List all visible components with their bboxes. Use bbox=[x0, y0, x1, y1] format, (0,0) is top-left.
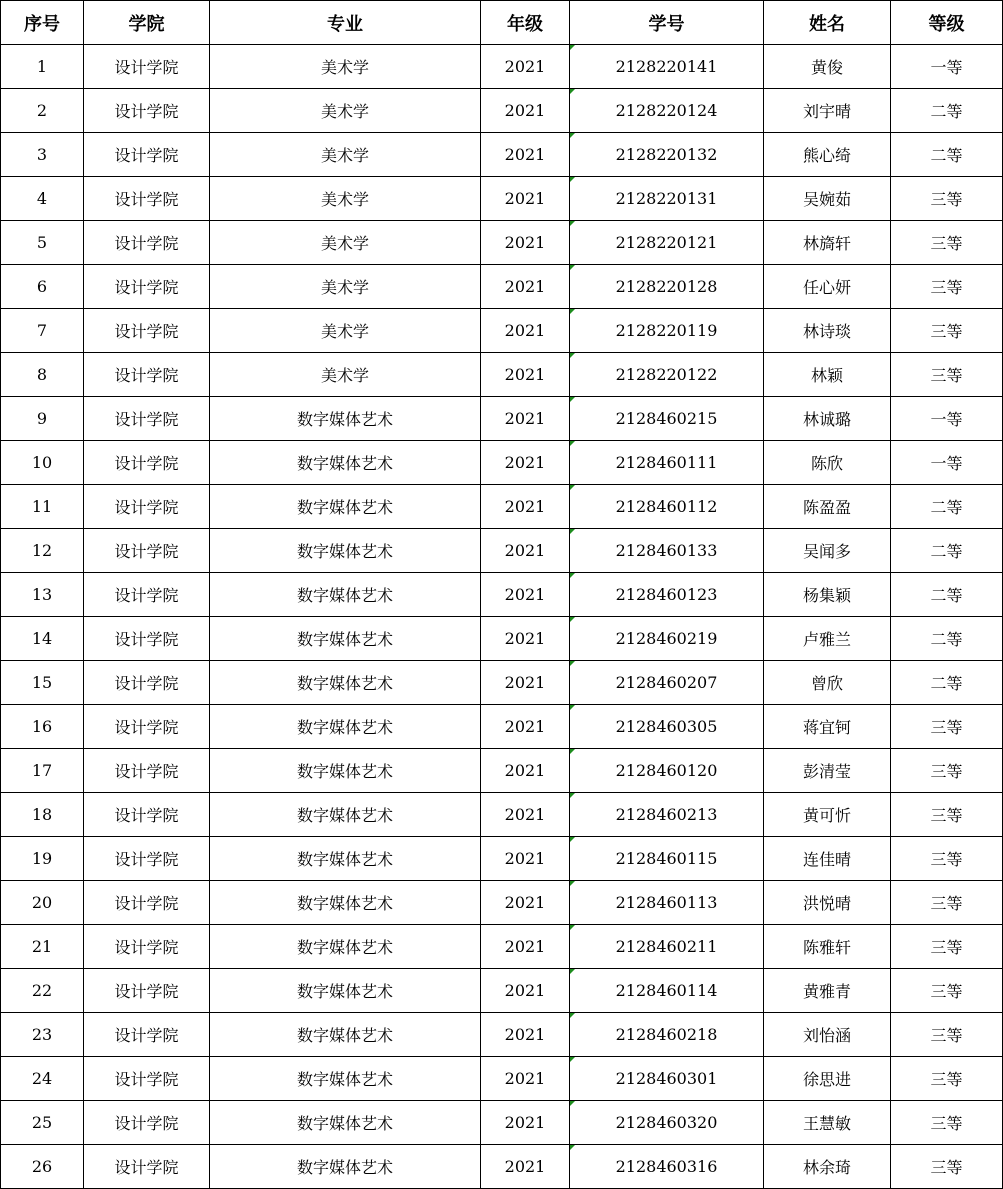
cell-index: 25 bbox=[1, 1101, 84, 1145]
cell-grade: 2021 bbox=[481, 1101, 570, 1145]
cell-level: 三等 bbox=[891, 221, 1003, 265]
cell-name: 曾欣 bbox=[764, 661, 891, 705]
cell-index: 6 bbox=[1, 265, 84, 309]
cell-college: 设计学院 bbox=[84, 177, 210, 221]
cell-student-id: 2128460305 bbox=[570, 705, 764, 749]
cell-level: 二等 bbox=[891, 133, 1003, 177]
cell-level: 一等 bbox=[891, 441, 1003, 485]
table-row bbox=[1, 89, 1003, 133]
cell-college: 设计学院 bbox=[84, 1057, 210, 1101]
cell-name: 林诚璐 bbox=[764, 397, 891, 441]
cell-college: 设计学院 bbox=[84, 529, 210, 573]
cell-level: 二等 bbox=[891, 89, 1003, 133]
cell-level: 三等 bbox=[891, 1101, 1003, 1145]
table-row bbox=[1, 485, 1003, 529]
cell-index: 24 bbox=[1, 1057, 84, 1101]
header-index: 序号 bbox=[1, 1, 84, 45]
cell-student-id: 2128460218 bbox=[570, 1013, 764, 1057]
cell-name: 卢雅兰 bbox=[764, 617, 891, 661]
cell-grade: 2021 bbox=[481, 705, 570, 749]
cell-level: 一等 bbox=[891, 45, 1003, 89]
cell-student-id: 2128220119 bbox=[570, 309, 764, 353]
cell-college: 设计学院 bbox=[84, 617, 210, 661]
cell-major: 数字媒体艺术 bbox=[210, 485, 481, 529]
header-name: 姓名 bbox=[764, 1, 891, 45]
cell-grade: 2021 bbox=[481, 793, 570, 837]
table-row bbox=[1, 177, 1003, 221]
cell-level: 二等 bbox=[891, 617, 1003, 661]
cell-major: 数字媒体艺术 bbox=[210, 837, 481, 881]
cell-level: 三等 bbox=[891, 309, 1003, 353]
cell-college: 设计学院 bbox=[84, 661, 210, 705]
cell-index: 18 bbox=[1, 793, 84, 837]
cell-college: 设计学院 bbox=[84, 309, 210, 353]
cell-student-id: 2128460113 bbox=[570, 881, 764, 925]
cell-index: 20 bbox=[1, 881, 84, 925]
cell-major: 美术学 bbox=[210, 45, 481, 89]
cell-level: 三等 bbox=[891, 1057, 1003, 1101]
cell-college: 设计学院 bbox=[84, 89, 210, 133]
cell-level: 二等 bbox=[891, 573, 1003, 617]
cell-index: 5 bbox=[1, 221, 84, 265]
cell-student-id: 2128460301 bbox=[570, 1057, 764, 1101]
cell-student-id: 2128460133 bbox=[570, 529, 764, 573]
cell-major: 数字媒体艺术 bbox=[210, 705, 481, 749]
cell-student-id: 2128220131 bbox=[570, 177, 764, 221]
cell-name: 林旖轩 bbox=[764, 221, 891, 265]
cell-college: 设计学院 bbox=[84, 749, 210, 793]
header-grade: 年级 bbox=[481, 1, 570, 45]
cell-name: 彭清莹 bbox=[764, 749, 891, 793]
cell-grade: 2021 bbox=[481, 133, 570, 177]
cell-student-id: 2128220128 bbox=[570, 265, 764, 309]
cell-name: 杨集颖 bbox=[764, 573, 891, 617]
cell-index: 21 bbox=[1, 925, 84, 969]
table-row bbox=[1, 309, 1003, 353]
cell-grade: 2021 bbox=[481, 749, 570, 793]
cell-college: 设计学院 bbox=[84, 1013, 210, 1057]
cell-level: 三等 bbox=[891, 925, 1003, 969]
cell-name: 任心妍 bbox=[764, 265, 891, 309]
cell-name: 洪悦晴 bbox=[764, 881, 891, 925]
table-row bbox=[1, 749, 1003, 793]
cell-grade: 2021 bbox=[481, 573, 570, 617]
cell-level: 三等 bbox=[891, 837, 1003, 881]
cell-grade: 2021 bbox=[481, 529, 570, 573]
cell-college: 设计学院 bbox=[84, 925, 210, 969]
header-major: 专业 bbox=[210, 1, 481, 45]
cell-name: 连佳晴 bbox=[764, 837, 891, 881]
cell-major: 数字媒体艺术 bbox=[210, 969, 481, 1013]
table-row bbox=[1, 1057, 1003, 1101]
cell-major: 数字媒体艺术 bbox=[210, 925, 481, 969]
cell-student-id: 2128460120 bbox=[570, 749, 764, 793]
cell-student-id: 2128220141 bbox=[570, 45, 764, 89]
table-row bbox=[1, 881, 1003, 925]
cell-college: 设计学院 bbox=[84, 969, 210, 1013]
cell-level: 二等 bbox=[891, 661, 1003, 705]
cell-student-id: 2128460115 bbox=[570, 837, 764, 881]
cell-college: 设计学院 bbox=[84, 881, 210, 925]
cell-index: 14 bbox=[1, 617, 84, 661]
cell-level: 三等 bbox=[891, 1145, 1003, 1189]
cell-grade: 2021 bbox=[481, 1013, 570, 1057]
table-row bbox=[1, 1145, 1003, 1189]
cell-name: 黄雅青 bbox=[764, 969, 891, 1013]
cell-major: 美术学 bbox=[210, 353, 481, 397]
cell-student-id: 2128220124 bbox=[570, 89, 764, 133]
cell-level: 三等 bbox=[891, 265, 1003, 309]
cell-major: 数字媒体艺术 bbox=[210, 881, 481, 925]
cell-college: 设计学院 bbox=[84, 221, 210, 265]
cell-index: 1 bbox=[1, 45, 84, 89]
cell-college: 设计学院 bbox=[84, 837, 210, 881]
cell-index: 19 bbox=[1, 837, 84, 881]
cell-index: 23 bbox=[1, 1013, 84, 1057]
cell-college: 设计学院 bbox=[84, 45, 210, 89]
cell-level: 三等 bbox=[891, 749, 1003, 793]
cell-index: 26 bbox=[1, 1145, 84, 1189]
cell-major: 数字媒体艺术 bbox=[210, 793, 481, 837]
cell-college: 设计学院 bbox=[84, 265, 210, 309]
cell-major: 数字媒体艺术 bbox=[210, 1101, 481, 1145]
cell-student-id: 2128220132 bbox=[570, 133, 764, 177]
header-college: 学院 bbox=[84, 1, 210, 45]
table-row bbox=[1, 397, 1003, 441]
table-row bbox=[1, 925, 1003, 969]
cell-grade: 2021 bbox=[481, 177, 570, 221]
cell-college: 设计学院 bbox=[84, 793, 210, 837]
cell-college: 设计学院 bbox=[84, 573, 210, 617]
cell-name: 徐思进 bbox=[764, 1057, 891, 1101]
cell-major: 数字媒体艺术 bbox=[210, 749, 481, 793]
cell-student-id: 2128460112 bbox=[570, 485, 764, 529]
cell-grade: 2021 bbox=[481, 45, 570, 89]
cell-major: 美术学 bbox=[210, 309, 481, 353]
table-row bbox=[1, 573, 1003, 617]
cell-index: 13 bbox=[1, 573, 84, 617]
cell-name: 熊心绮 bbox=[764, 133, 891, 177]
cell-college: 设计学院 bbox=[84, 133, 210, 177]
cell-college: 设计学院 bbox=[84, 397, 210, 441]
cell-index: 11 bbox=[1, 485, 84, 529]
cell-index: 16 bbox=[1, 705, 84, 749]
cell-index: 8 bbox=[1, 353, 84, 397]
cell-name: 林颖 bbox=[764, 353, 891, 397]
cell-student-id: 2128460215 bbox=[570, 397, 764, 441]
table-body bbox=[1, 45, 1003, 1189]
cell-name: 陈欣 bbox=[764, 441, 891, 485]
cell-grade: 2021 bbox=[481, 881, 570, 925]
cell-grade: 2021 bbox=[481, 485, 570, 529]
cell-name: 刘宇晴 bbox=[764, 89, 891, 133]
cell-major: 美术学 bbox=[210, 133, 481, 177]
cell-level: 三等 bbox=[891, 969, 1003, 1013]
cell-grade: 2021 bbox=[481, 1145, 570, 1189]
cell-index: 12 bbox=[1, 529, 84, 573]
header-student-id: 学号 bbox=[570, 1, 764, 45]
cell-grade: 2021 bbox=[481, 265, 570, 309]
cell-level: 三等 bbox=[891, 177, 1003, 221]
cell-level: 三等 bbox=[891, 353, 1003, 397]
cell-major: 数字媒体艺术 bbox=[210, 397, 481, 441]
table-row bbox=[1, 617, 1003, 661]
cell-name: 林余琦 bbox=[764, 1145, 891, 1189]
table-row bbox=[1, 221, 1003, 265]
cell-level: 三等 bbox=[891, 881, 1003, 925]
cell-major: 美术学 bbox=[210, 221, 481, 265]
cell-major: 数字媒体艺术 bbox=[210, 573, 481, 617]
cell-level: 一等 bbox=[891, 397, 1003, 441]
table-row bbox=[1, 133, 1003, 177]
cell-grade: 2021 bbox=[481, 969, 570, 1013]
cell-name: 黄可忻 bbox=[764, 793, 891, 837]
cell-major: 美术学 bbox=[210, 89, 481, 133]
cell-student-id: 2128460114 bbox=[570, 969, 764, 1013]
cell-college: 设计学院 bbox=[84, 1145, 210, 1189]
cell-college: 设计学院 bbox=[84, 485, 210, 529]
table-row bbox=[1, 529, 1003, 573]
cell-name: 吴闻多 bbox=[764, 529, 891, 573]
cell-index: 7 bbox=[1, 309, 84, 353]
cell-grade: 2021 bbox=[481, 309, 570, 353]
cell-major: 数字媒体艺术 bbox=[210, 1145, 481, 1189]
cell-grade: 2021 bbox=[481, 89, 570, 133]
cell-student-id: 2128460111 bbox=[570, 441, 764, 485]
cell-index: 4 bbox=[1, 177, 84, 221]
header-level: 等级 bbox=[891, 1, 1003, 45]
table-row bbox=[1, 1101, 1003, 1145]
cell-name: 林诗琰 bbox=[764, 309, 891, 353]
cell-name: 陈雅轩 bbox=[764, 925, 891, 969]
cell-major: 数字媒体艺术 bbox=[210, 1057, 481, 1101]
table-row bbox=[1, 837, 1003, 881]
cell-student-id: 2128460219 bbox=[570, 617, 764, 661]
cell-grade: 2021 bbox=[481, 617, 570, 661]
cell-major: 美术学 bbox=[210, 177, 481, 221]
table-row bbox=[1, 969, 1003, 1013]
cell-name: 刘怡涵 bbox=[764, 1013, 891, 1057]
cell-level: 三等 bbox=[891, 705, 1003, 749]
table-row bbox=[1, 793, 1003, 837]
table-row bbox=[1, 265, 1003, 309]
cell-student-id: 2128460211 bbox=[570, 925, 764, 969]
cell-index: 10 bbox=[1, 441, 84, 485]
cell-grade: 2021 bbox=[481, 925, 570, 969]
cell-index: 22 bbox=[1, 969, 84, 1013]
cell-grade: 2021 bbox=[481, 441, 570, 485]
cell-grade: 2021 bbox=[481, 353, 570, 397]
cell-grade: 2021 bbox=[481, 837, 570, 881]
table-row bbox=[1, 353, 1003, 397]
cell-index: 2 bbox=[1, 89, 84, 133]
cell-level: 二等 bbox=[891, 529, 1003, 573]
cell-major: 数字媒体艺术 bbox=[210, 661, 481, 705]
cell-college: 设计学院 bbox=[84, 353, 210, 397]
cell-index: 17 bbox=[1, 749, 84, 793]
cell-name: 黄俊 bbox=[764, 45, 891, 89]
table-row bbox=[1, 45, 1003, 89]
table-row bbox=[1, 441, 1003, 485]
cell-level: 三等 bbox=[891, 793, 1003, 837]
cell-student-id: 2128460213 bbox=[570, 793, 764, 837]
cell-student-id: 2128460123 bbox=[570, 573, 764, 617]
table-row bbox=[1, 705, 1003, 749]
cell-name: 陈盈盈 bbox=[764, 485, 891, 529]
header-row bbox=[1, 1, 1003, 45]
cell-grade: 2021 bbox=[481, 397, 570, 441]
cell-student-id: 2128460207 bbox=[570, 661, 764, 705]
cell-college: 设计学院 bbox=[84, 1101, 210, 1145]
cell-index: 9 bbox=[1, 397, 84, 441]
cell-name: 吴婉茹 bbox=[764, 177, 891, 221]
cell-student-id: 2128220122 bbox=[570, 353, 764, 397]
cell-college: 设计学院 bbox=[84, 441, 210, 485]
table-row bbox=[1, 1013, 1003, 1057]
cell-name: 蒋宜钶 bbox=[764, 705, 891, 749]
cell-major: 美术学 bbox=[210, 265, 481, 309]
cell-level: 二等 bbox=[891, 485, 1003, 529]
cell-student-id: 2128460316 bbox=[570, 1145, 764, 1189]
cell-major: 数字媒体艺术 bbox=[210, 529, 481, 573]
table-row bbox=[1, 661, 1003, 705]
cell-major: 数字媒体艺术 bbox=[210, 441, 481, 485]
cell-grade: 2021 bbox=[481, 221, 570, 265]
cell-level: 三等 bbox=[891, 1013, 1003, 1057]
cell-index: 15 bbox=[1, 661, 84, 705]
cell-student-id: 2128220121 bbox=[570, 221, 764, 265]
cell-grade: 2021 bbox=[481, 661, 570, 705]
cell-college: 设计学院 bbox=[84, 705, 210, 749]
cell-index: 3 bbox=[1, 133, 84, 177]
cell-student-id: 2128460320 bbox=[570, 1101, 764, 1145]
cell-grade: 2021 bbox=[481, 1057, 570, 1101]
cell-name: 王慧敏 bbox=[764, 1101, 891, 1145]
cell-major: 数字媒体艺术 bbox=[210, 617, 481, 661]
cell-major: 数字媒体艺术 bbox=[210, 1013, 481, 1057]
